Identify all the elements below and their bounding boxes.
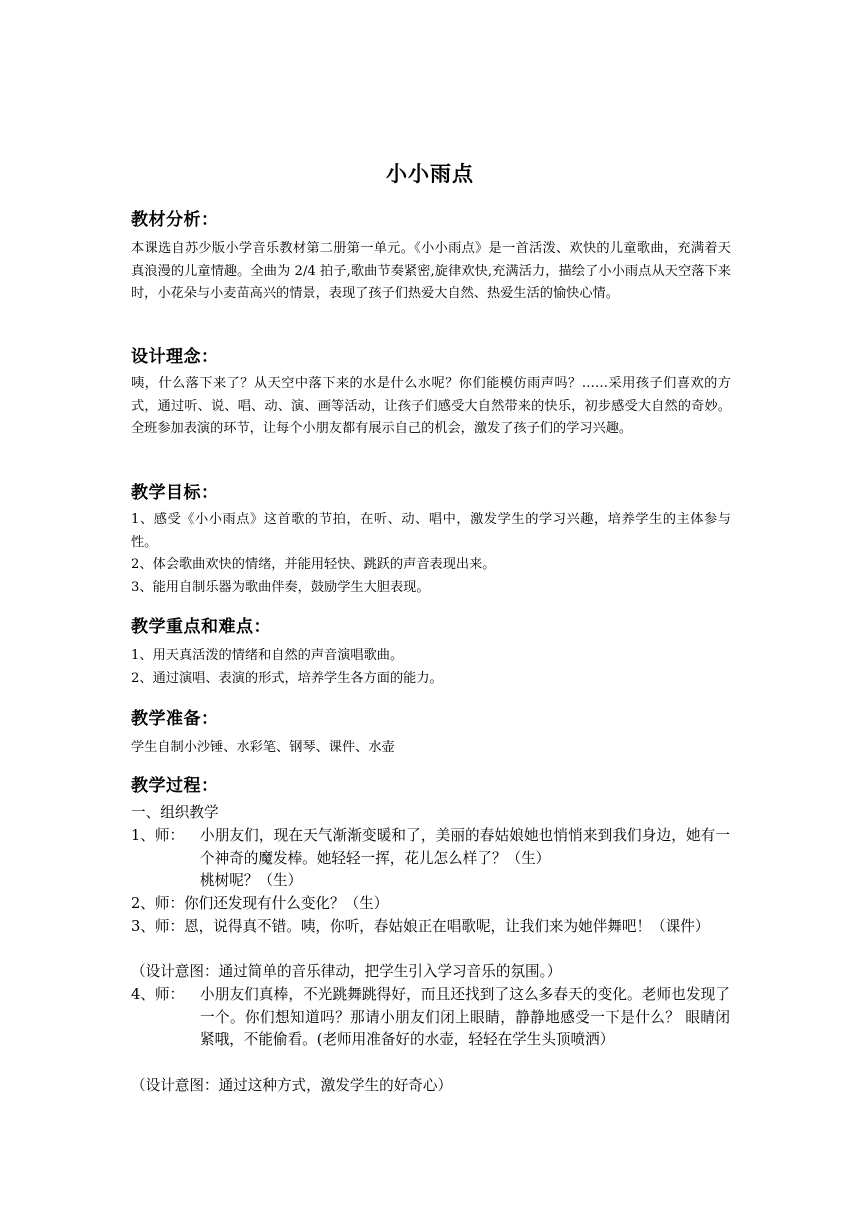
heading-prep: 教学准备： xyxy=(131,709,219,729)
goal-item-1: 1、感受《小小雨点》这首歌的节拍，在听、动、唱中，激发学生的学习兴趣，培养学生的主体参与性。 xyxy=(131,512,731,550)
process-step1-text: 小朋友们，现在天气渐渐变暖和了，美丽的春姑娘她也悄悄来到我们身边，她有一个神奇的魔发棒。她轻轻一挥，花儿怎么样了？（生） xyxy=(200,827,730,867)
goal-item-2: 2、体会歌曲欢快的情绪，并能用轻快、跳跃的声音表现出来。 xyxy=(131,557,496,572)
process-step-organize: 一、组织教学 xyxy=(131,804,219,821)
heading-analysis: 教材分析： xyxy=(131,210,219,230)
process-step3: 3、师：恩，说得真不错。咦，你听，春姑娘正在唱歌呢，让我们来为她伴舞吧！（课件） xyxy=(131,918,710,935)
heading-concept: 设计理念： xyxy=(131,347,219,367)
process-step2: 2、师：你们还发现有什么变化？（生） xyxy=(131,895,389,912)
process-step1-label: 1、师： xyxy=(131,827,185,844)
heading-process: 教学过程： xyxy=(131,776,219,796)
heading-goals: 教学目标： xyxy=(131,483,219,503)
focus-item-1: 1、用天真活泼的情绪和自然的声音演唱歌曲。 xyxy=(131,648,404,663)
process-step4-text: 小朋友们真棒，不光跳舞跳得好，而且还找到了这么多春天的变化。老师也发现了一个。你们想知道吗？那请小朋友们闭上眼睛，静静地感受一下是什么？ 眼睛闭紧哦，不能偷看。(老师用准备好的水壶，轻轻在学生头顶喷洒） xyxy=(200,986,730,1049)
prep-text: 学生自制小沙锤、水彩笔、钢琴、课件、水壶 xyxy=(131,740,395,755)
concept-paragraph: 咦，什么落下来了？从天空中落下来的水是什么水呢？你们能模仿雨声吗？……采用孩子们喜欢的方式，通过听、说、唱、动、演、画等活动，让孩子们感受大自然带来的快乐，初步感受大自然的奇妙。全班参加表演的环节，让每个小朋友都有展示自己的机会，激发了孩子们的学习兴趣。 xyxy=(131,376,731,437)
goal-item-3: 3、能用自制乐器为歌曲伴奏，鼓励学生大胆表现。 xyxy=(131,580,430,595)
process-step3-note: （设计意图：通过简单的音乐律动，把学生引入学习音乐的氛围。） xyxy=(131,963,562,980)
focus-item-2: 2、通过演唱、表演的形式，培养学生各方面的能力。 xyxy=(131,671,443,686)
analysis-paragraph: 本课选自苏少版小学音乐教材第二册第一单元。《小小雨点》是一首活泼、欢快的儿童歌曲，充满着天真浪漫的儿童情趣。全曲为 2/4 拍子,歌曲节奏紧密,旋律欢快,充满活力，描绘了小小雨点从天空落下来时，小花朵与小麦苗高兴的情景，表现了孩子们热爱大自然、热爱生活的愉快心情。 xyxy=(131,241,731,302)
heading-focus: 教学重点和难点： xyxy=(131,617,271,637)
process-step4-label: 4、师： xyxy=(131,986,185,1003)
process-step1-continued: 桃树呢？（生） xyxy=(200,872,303,889)
process-step4-note: （设计意图：通过这种方式，激发学生的好奇心） xyxy=(131,1077,453,1094)
document-title: 小小雨点 xyxy=(386,162,474,186)
